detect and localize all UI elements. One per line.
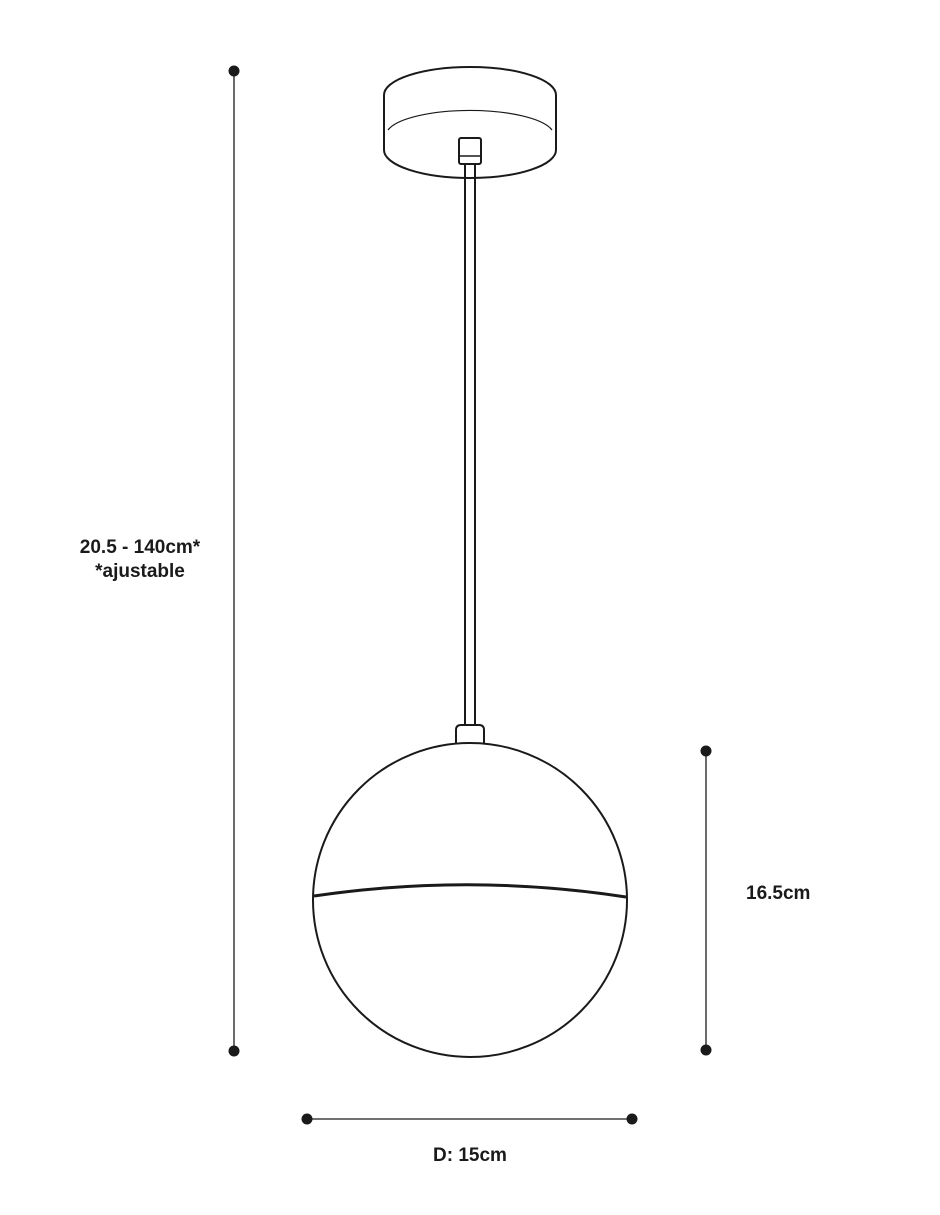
total-height-top-dot (229, 66, 240, 77)
total-height-label (50, 536, 230, 584)
diameter-left-dot (302, 1114, 313, 1125)
cord-grip-top (459, 138, 481, 164)
diameter-right-dot (627, 1114, 638, 1125)
canopy-body (384, 95, 556, 178)
total-height-bottom-dot (229, 1046, 240, 1057)
globe-shade (313, 743, 627, 1057)
suspension-rod (465, 164, 475, 726)
total-height-value: 20.5 - 140cm* (79, 537, 201, 558)
globe-outline (313, 743, 627, 1057)
shade-height-bottom-dot (701, 1045, 712, 1056)
shade-height-label: 16.5cm (746, 883, 811, 904)
diameter-label: D: 15cm (433, 1145, 507, 1166)
cord-grip-top-body (459, 138, 481, 164)
shade-height-top-dot (701, 746, 712, 757)
total-height-note: *ajustable (95, 561, 185, 582)
